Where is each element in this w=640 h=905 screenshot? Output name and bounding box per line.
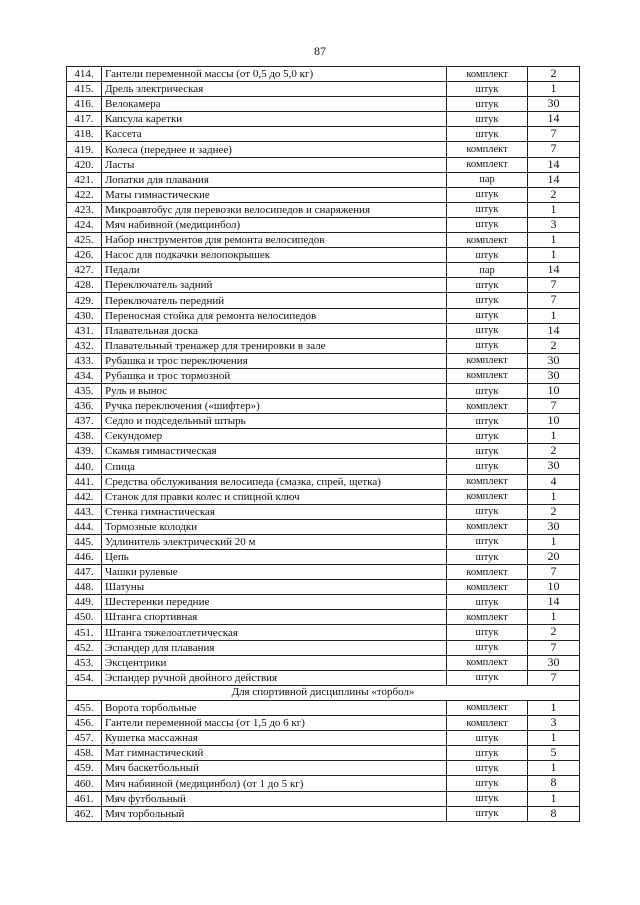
table-row — [67, 217, 580, 232]
quantity: 30 — [528, 519, 580, 534]
item-name: Микроавтобус для перевозки велосипедов и снаряжения — [102, 202, 447, 217]
quantity: 7 — [528, 293, 580, 308]
table-row — [67, 716, 580, 731]
row-number: 441. — [67, 474, 102, 489]
table-row — [67, 399, 580, 414]
row-number: 436. — [67, 399, 102, 414]
row-number: 420. — [67, 157, 102, 172]
quantity: 14 — [528, 595, 580, 610]
row-number: 460. — [67, 776, 102, 791]
item-name: Велокамера — [102, 97, 447, 112]
quantity: 3 — [528, 217, 580, 232]
item-name: Колеса (переднее и заднее) — [102, 142, 447, 157]
unit-of-measure: штук — [447, 776, 528, 791]
table-row — [67, 625, 580, 640]
row-number: 421. — [67, 172, 102, 187]
unit-of-measure: комплект — [447, 368, 528, 383]
row-number: 425. — [67, 233, 102, 248]
table-row — [67, 610, 580, 625]
row-number: 461. — [67, 791, 102, 806]
item-name: Эспандер для плавания — [102, 640, 447, 655]
table-row — [67, 459, 580, 474]
unit-of-measure: штук — [447, 746, 528, 761]
table-row — [67, 474, 580, 489]
item-name: Педали — [102, 263, 447, 278]
row-number: 447. — [67, 565, 102, 580]
quantity: 30 — [528, 353, 580, 368]
table-row — [67, 308, 580, 323]
row-number: 462. — [67, 806, 102, 821]
quantity: 1 — [528, 534, 580, 549]
item-name: Спица — [102, 459, 447, 474]
unit-of-measure: комплект — [447, 67, 528, 82]
quantity: 1 — [528, 82, 580, 97]
quantity: 5 — [528, 746, 580, 761]
item-name: Маты гимнастические — [102, 187, 447, 202]
item-name: Станок для правки колес и спицной ключ — [102, 489, 447, 504]
item-name: Мяч футбольный — [102, 791, 447, 806]
unit-of-measure: штук — [447, 806, 528, 821]
unit-of-measure: штук — [447, 293, 528, 308]
unit-of-measure: комплект — [447, 157, 528, 172]
quantity: 1 — [528, 308, 580, 323]
row-number: 451. — [67, 625, 102, 640]
unit-of-measure: комплект — [447, 489, 528, 504]
row-number: 418. — [67, 127, 102, 142]
unit-of-measure: штук — [447, 625, 528, 640]
row-number: 450. — [67, 610, 102, 625]
row-number: 444. — [67, 519, 102, 534]
quantity: 7 — [528, 640, 580, 655]
item-name: Гантели переменной массы (от 0,5 до 5,0 кг) — [102, 67, 447, 82]
table-row — [67, 534, 580, 549]
item-name: Насос для подкачки велопокрышек — [102, 248, 447, 263]
table-row — [67, 791, 580, 806]
item-name: Капсула каретки — [102, 112, 447, 127]
quantity: 14 — [528, 112, 580, 127]
quantity: 1 — [528, 233, 580, 248]
unit-of-measure: штук — [447, 278, 528, 293]
quantity: 1 — [528, 791, 580, 806]
unit-of-measure: штук — [447, 308, 528, 323]
quantity: 1 — [528, 610, 580, 625]
quantity: 30 — [528, 459, 580, 474]
unit-of-measure: штук — [447, 761, 528, 776]
unit-of-measure: штук — [447, 248, 528, 263]
item-name: Штанга тяжелоатлетическая — [102, 625, 447, 640]
quantity: 2 — [528, 444, 580, 459]
unit-of-measure: штук — [447, 670, 528, 685]
item-name: Чашки рулевые — [102, 565, 447, 580]
quantity: 2 — [528, 504, 580, 519]
unit-of-measure: штук — [447, 534, 528, 549]
row-number: 449. — [67, 595, 102, 610]
table-row — [67, 82, 580, 97]
row-number: 431. — [67, 323, 102, 338]
quantity: 14 — [528, 323, 580, 338]
row-number: 448. — [67, 580, 102, 595]
table-row — [67, 580, 580, 595]
row-number: 435. — [67, 383, 102, 398]
quantity: 7 — [528, 399, 580, 414]
quantity: 14 — [528, 172, 580, 187]
unit-of-measure: штук — [447, 217, 528, 232]
quantity: 10 — [528, 580, 580, 595]
row-number: 442. — [67, 489, 102, 504]
row-number: 457. — [67, 731, 102, 746]
row-number: 417. — [67, 112, 102, 127]
row-number: 434. — [67, 368, 102, 383]
item-name: Удлинитель электрический 20 м — [102, 534, 447, 549]
item-name: Дрель электрическая — [102, 82, 447, 97]
quantity: 7 — [528, 142, 580, 157]
row-number: 414. — [67, 67, 102, 82]
quantity: 7 — [528, 670, 580, 685]
equipment-table-body-torbol — [67, 700, 580, 821]
quantity: 2 — [528, 187, 580, 202]
table-row — [67, 202, 580, 217]
quantity: 2 — [528, 67, 580, 82]
quantity: 2 — [528, 625, 580, 640]
row-number: 458. — [67, 746, 102, 761]
table-row — [67, 263, 580, 278]
unit-of-measure: штук — [447, 383, 528, 398]
item-name: Ласты — [102, 157, 447, 172]
table-row — [67, 731, 580, 746]
row-number: 432. — [67, 338, 102, 353]
quantity: 30 — [528, 368, 580, 383]
item-name: Лопатки для плавания — [102, 172, 447, 187]
unit-of-measure: штук — [447, 187, 528, 202]
row-number: 422. — [67, 187, 102, 202]
table-row — [67, 550, 580, 565]
unit-of-measure: штук — [447, 127, 528, 142]
unit-of-measure: штук — [447, 414, 528, 429]
item-name: Переключатель задний — [102, 278, 447, 293]
row-number: 426. — [67, 248, 102, 263]
table-row — [67, 806, 580, 821]
table-row — [67, 670, 580, 685]
item-name: Скамья гимнастическая — [102, 444, 447, 459]
item-name: Гантели переменной массы (от 1,5 до 6 кг) — [102, 716, 447, 731]
table-row — [67, 338, 580, 353]
table-row — [67, 640, 580, 655]
section-header-group — [67, 685, 580, 700]
row-number: 446. — [67, 550, 102, 565]
item-name: Мяч торбольный — [102, 806, 447, 821]
row-number: 439. — [67, 444, 102, 459]
item-name: Цепь — [102, 550, 447, 565]
quantity: 10 — [528, 414, 580, 429]
unit-of-measure: штук — [447, 202, 528, 217]
row-number: 443. — [67, 504, 102, 519]
item-name: Эксцентрики — [102, 655, 447, 670]
item-name: Мяч набивной (медицинбол) (от 1 до 5 кг) — [102, 776, 447, 791]
item-name: Мяч баскетбольный — [102, 761, 447, 776]
table-row — [67, 157, 580, 172]
quantity: 2 — [528, 338, 580, 353]
row-number: 437. — [67, 414, 102, 429]
item-name: Руль и вынос — [102, 383, 447, 398]
item-name: Мат гимнастический — [102, 746, 447, 761]
unit-of-measure: комплект — [447, 233, 528, 248]
table-row — [67, 323, 580, 338]
table-row — [67, 248, 580, 263]
table-row — [67, 565, 580, 580]
row-number: 440. — [67, 459, 102, 474]
table-row — [67, 97, 580, 112]
quantity: 7 — [528, 127, 580, 142]
quantity: 1 — [528, 700, 580, 715]
row-number: 456. — [67, 716, 102, 731]
quantity: 3 — [528, 716, 580, 731]
row-number: 455. — [67, 700, 102, 715]
section-header-row — [67, 685, 580, 700]
table-row — [67, 127, 580, 142]
item-name: Плавательный тренажер для тренировки в зале — [102, 338, 447, 353]
table-row — [67, 655, 580, 670]
row-number: 415. — [67, 82, 102, 97]
item-name: Шатуны — [102, 580, 447, 595]
table-row — [67, 776, 580, 791]
unit-of-measure: штук — [447, 791, 528, 806]
item-name: Плавательная доска — [102, 323, 447, 338]
row-number: 429. — [67, 293, 102, 308]
table-row — [67, 67, 580, 82]
item-name: Секундомер — [102, 429, 447, 444]
item-name: Ручка переключения («шифтер») — [102, 399, 447, 414]
row-number: 459. — [67, 761, 102, 776]
row-number: 454. — [67, 670, 102, 685]
table-row — [67, 353, 580, 368]
item-name: Эспандер ручной двойного действия — [102, 670, 447, 685]
row-number: 452. — [67, 640, 102, 655]
table-row — [67, 233, 580, 248]
quantity: 1 — [528, 731, 580, 746]
equipment-table-body — [67, 67, 580, 686]
quantity: 30 — [528, 655, 580, 670]
row-number: 430. — [67, 308, 102, 323]
table-row — [67, 414, 580, 429]
unit-of-measure: штук — [447, 323, 528, 338]
unit-of-measure: комплект — [447, 580, 528, 595]
table-row — [67, 700, 580, 715]
unit-of-measure: комплект — [447, 474, 528, 489]
table-row — [67, 761, 580, 776]
table-row — [67, 293, 580, 308]
quantity: 1 — [528, 248, 580, 263]
item-name: Переключатель передний — [102, 293, 447, 308]
item-name: Ворота торбольные — [102, 700, 447, 715]
row-number: 438. — [67, 429, 102, 444]
table-row — [67, 383, 580, 398]
item-name: Седло и подседельный штырь — [102, 414, 447, 429]
unit-of-measure: штук — [447, 459, 528, 474]
row-number: 427. — [67, 263, 102, 278]
unit-of-measure: комплект — [447, 716, 528, 731]
item-name: Набор инструментов для ремонта велосипедов — [102, 233, 447, 248]
quantity: 8 — [528, 806, 580, 821]
unit-of-measure: штук — [447, 97, 528, 112]
unit-of-measure: комплект — [447, 700, 528, 715]
item-name: Тормозные колодки — [102, 519, 447, 534]
table-row — [67, 746, 580, 761]
quantity: 4 — [528, 474, 580, 489]
table-row — [67, 429, 580, 444]
table-row — [67, 187, 580, 202]
unit-of-measure: штук — [447, 112, 528, 127]
table-row — [67, 519, 580, 534]
quantity: 14 — [528, 263, 580, 278]
quantity: 1 — [528, 489, 580, 504]
table-row — [67, 172, 580, 187]
row-number: 445. — [67, 534, 102, 549]
table-row — [67, 142, 580, 157]
table-row — [67, 444, 580, 459]
quantity: 8 — [528, 776, 580, 791]
item-name: Кушетка массажная — [102, 731, 447, 746]
unit-of-measure: комплект — [447, 142, 528, 157]
unit-of-measure: штук — [447, 82, 528, 97]
item-name: Шестеренки передние — [102, 595, 447, 610]
table-row — [67, 504, 580, 519]
item-name: Стенка гимнастическая — [102, 504, 447, 519]
item-name: Средства обслуживания велосипеда (смазка, спрей, щетка) — [102, 474, 447, 489]
unit-of-measure: штук — [447, 504, 528, 519]
unit-of-measure: комплект — [447, 565, 528, 580]
unit-of-measure: штук — [447, 444, 528, 459]
row-number: 433. — [67, 353, 102, 368]
quantity: 1 — [528, 202, 580, 217]
unit-of-measure: комплект — [447, 353, 528, 368]
item-name: Рубашка и трос тормозной — [102, 368, 447, 383]
unit-of-measure: пар — [447, 263, 528, 278]
unit-of-measure: штук — [447, 550, 528, 565]
row-number: 416. — [67, 97, 102, 112]
quantity: 7 — [528, 278, 580, 293]
table-row — [67, 278, 580, 293]
unit-of-measure: штук — [447, 640, 528, 655]
unit-of-measure: комплект — [447, 610, 528, 625]
row-number: 453. — [67, 655, 102, 670]
item-name: Рубашка и трос переключения — [102, 353, 447, 368]
table-row — [67, 595, 580, 610]
row-number: 428. — [67, 278, 102, 293]
quantity: 20 — [528, 550, 580, 565]
quantity: 30 — [528, 97, 580, 112]
unit-of-measure: штук — [447, 731, 528, 746]
row-number: 419. — [67, 142, 102, 157]
table-row — [67, 112, 580, 127]
row-number: 423. — [67, 202, 102, 217]
equipment-table — [66, 66, 580, 822]
quantity: 7 — [528, 565, 580, 580]
unit-of-measure: комплект — [447, 399, 528, 414]
page-number: 87 — [314, 44, 326, 58]
unit-of-measure: штук — [447, 338, 528, 353]
unit-of-measure: штук — [447, 595, 528, 610]
unit-of-measure: комплект — [447, 519, 528, 534]
row-number: 424. — [67, 217, 102, 232]
unit-of-measure: комплект — [447, 655, 528, 670]
item-name: Мяч набивной (медицинбол) — [102, 217, 447, 232]
unit-of-measure: штук — [447, 429, 528, 444]
quantity: 1 — [528, 429, 580, 444]
item-name: Кассета — [102, 127, 447, 142]
unit-of-measure: пар — [447, 172, 528, 187]
quantity: 1 — [528, 761, 580, 776]
quantity: 14 — [528, 157, 580, 172]
item-name: Переносная стойка для ремонта велосипедов — [102, 308, 447, 323]
item-name: Штанга спортивная — [102, 610, 447, 625]
table-row — [67, 489, 580, 504]
quantity: 10 — [528, 383, 580, 398]
section-title: Для спортивной дисциплины «торбол» — [67, 685, 580, 700]
table-row — [67, 368, 580, 383]
